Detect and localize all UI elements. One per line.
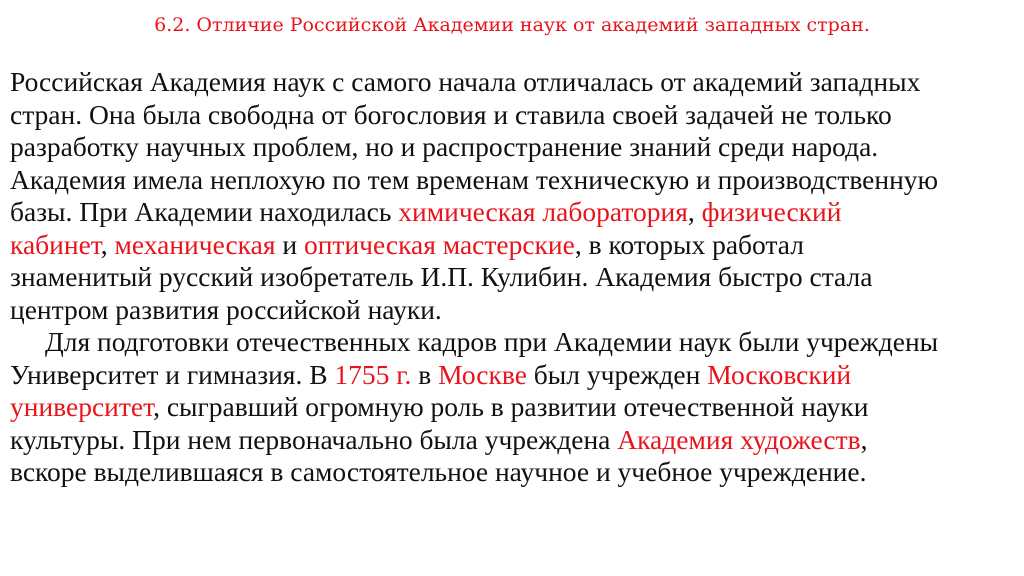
text-line — [10, 164, 1020, 197]
highlighted-term: механическая — [114, 228, 276, 260]
text-line — [10, 424, 1020, 457]
text-line — [10, 99, 1020, 132]
text-segment: Для подготовки отечественных кадров при Академии наук были учреждены — [45, 326, 939, 357]
text-segment: Российская Академия наук с самого начала отличалась от академий западных — [10, 66, 921, 97]
text-segment: знаменитый русский изобретатель И.П. Кулибин. Академия быстро стала — [10, 261, 873, 292]
text-line — [10, 359, 1020, 392]
text-segment: разработку научных проблем, но и распространение знаний среди народа. — [10, 131, 879, 162]
text-line — [10, 66, 1020, 99]
text-segment: Университет и гимназия. В — [10, 358, 335, 390]
highlighted-term: оптическая мастерские — [303, 228, 575, 260]
text-segment: был учрежден — [526, 358, 708, 390]
slide-body-text — [10, 66, 1020, 489]
highlighted-term: Москве — [438, 358, 527, 390]
text-segment: стран. Она была свободна от богословия и ставила своей задачей не только — [10, 98, 892, 130]
text-line — [10, 131, 1020, 164]
highlighted-term: Академия художеств — [617, 423, 861, 455]
highlighted-term: химическая лаборатория — [398, 196, 688, 227]
text-segment: базы. При Академии находилась — [10, 196, 399, 227]
text-line — [10, 294, 1020, 327]
text-segment: , — [860, 423, 868, 455]
text-segment: культуры. При нем первоначально была учреждена — [10, 423, 618, 455]
text-segment: , — [100, 228, 115, 260]
highlighted-term: кабинет — [10, 228, 101, 260]
text-segment: в — [411, 358, 439, 390]
text-line — [10, 196, 1020, 229]
highlighted-term: университет — [10, 391, 154, 422]
text-line — [10, 456, 1020, 489]
text-line — [10, 326, 1020, 359]
slide-title: 6.2. Отличие Российской Академии наук от академий западных стран. — [154, 14, 870, 36]
text-segment: , сыгравший огромную роль в развитии отечественной науки — [153, 391, 869, 422]
text-segment: Академия имела неплохую по тем временам техническую и производственную — [10, 163, 939, 195]
text-line — [10, 261, 1020, 294]
highlighted-term: Московский — [707, 358, 852, 390]
text-segment: центром развития российской науки. — [10, 293, 442, 325]
text-segment: и — [275, 228, 304, 260]
highlighted-term: физический — [701, 196, 842, 227]
text-segment: вскоре выделившаяся в самостоятельное научное и учебное учреждение. — [10, 456, 867, 487]
highlighted-term: 1755 г. — [334, 358, 412, 390]
text-line — [10, 229, 1020, 262]
text-segment: , — [687, 196, 702, 227]
text-line — [10, 391, 1020, 424]
text-segment: , в которых работал — [574, 228, 804, 260]
